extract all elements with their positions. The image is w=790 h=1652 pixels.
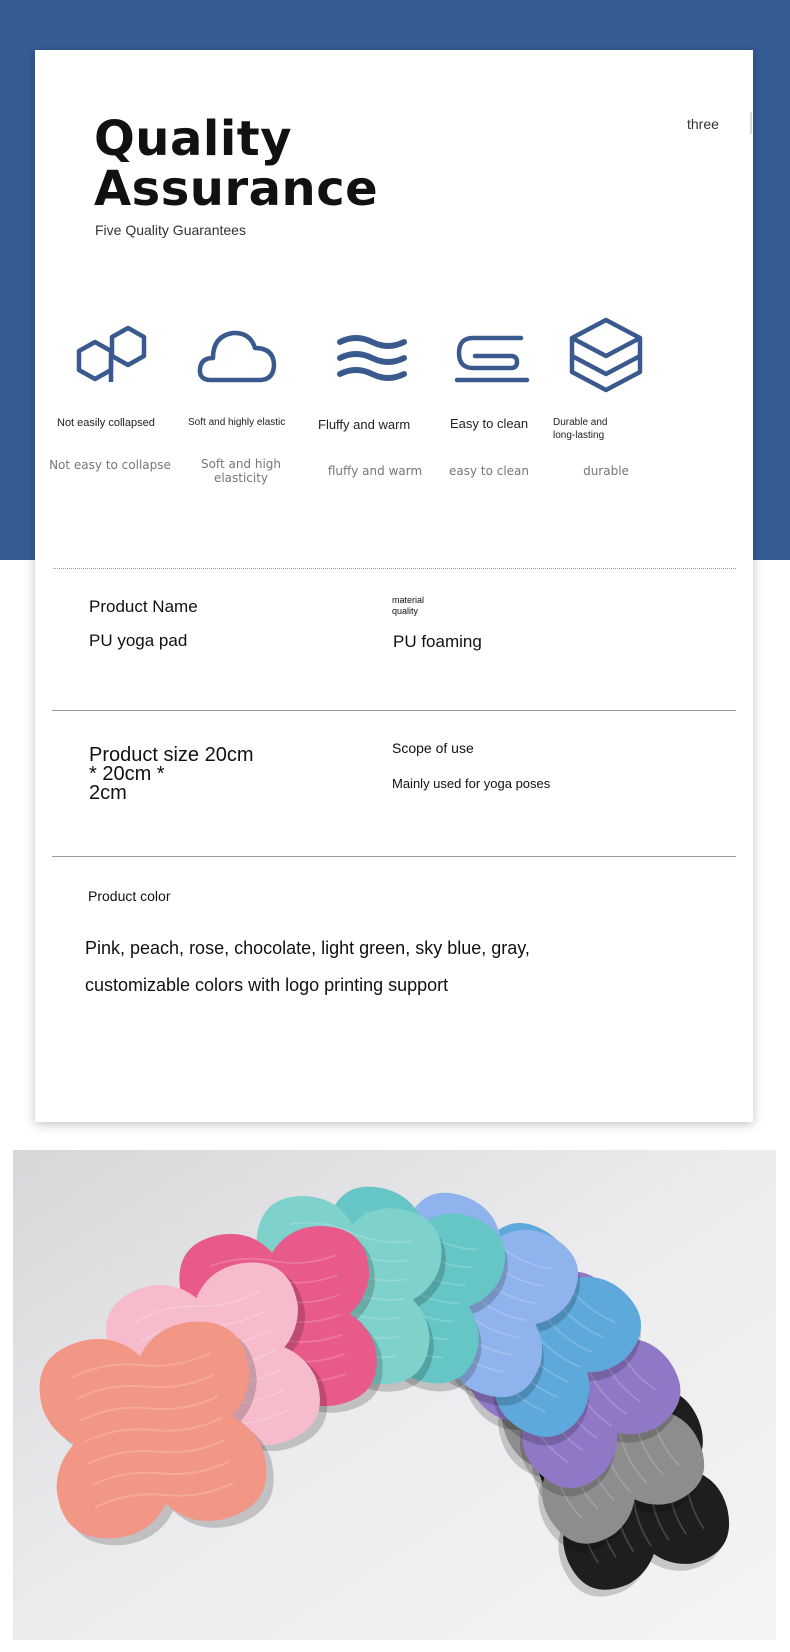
product-name-label: Product Name: [89, 597, 198, 616]
quality-card: [35, 50, 753, 1122]
feature-label-elastic: Soft and highly elastic: [188, 417, 286, 428]
product-name-value: PU yoga pad: [89, 631, 188, 650]
hexagon-cells-icon: [68, 316, 152, 400]
material-label: material quality: [392, 595, 425, 616]
scope-value: Mainly used for yoga poses: [392, 776, 551, 791]
product-color-line1: Pink, peach, rose, chocolate, light green, sky blue, gray,: [85, 938, 530, 958]
yoga-pads-image: [13, 1150, 776, 1640]
feature-sub-durable: durable: [583, 464, 629, 478]
cloud-icon: [195, 316, 279, 400]
section-number-label: three: [687, 116, 719, 132]
product-color-line2: customizable colors with logo printing support: [85, 975, 449, 995]
feature-label-durable: Durable and long-lasting: [553, 417, 608, 441]
feature-sub-collapse: Not easy to collapse: [49, 458, 171, 472]
feature-sub-elastic: Soft and high elasticity: [200, 457, 282, 485]
corner-divider: [750, 112, 752, 134]
page-title: Quality Assurance: [94, 111, 379, 217]
spec-divider-2: [52, 856, 736, 857]
page-subtitle: Five Quality Guarantees: [95, 222, 246, 238]
waves-icon: [332, 316, 416, 400]
feature-sub-clean: easy to clean: [448, 464, 530, 478]
product-size-text: Product size 20cm * 20cm * 2cm: [89, 744, 254, 804]
feature-label-collapse: Not easily collapsed: [57, 417, 155, 429]
feature-label-clean: Easy to clean: [450, 416, 529, 431]
spec-divider-1: [52, 710, 736, 711]
product-photo: [13, 1150, 776, 1640]
scope-label: Scope of use: [392, 740, 474, 756]
product-color-label: Product color: [88, 888, 171, 904]
layered-box-icon: [566, 314, 650, 398]
material-value: PU foaming: [393, 632, 482, 651]
section-divider: [53, 568, 736, 569]
feature-sub-warm: fluffy and warm: [327, 464, 423, 478]
feature-label-warm: Fluffy and warm: [318, 417, 411, 432]
clean-wipe-icon: [451, 316, 535, 400]
yoga-pad: [32, 1312, 282, 1555]
